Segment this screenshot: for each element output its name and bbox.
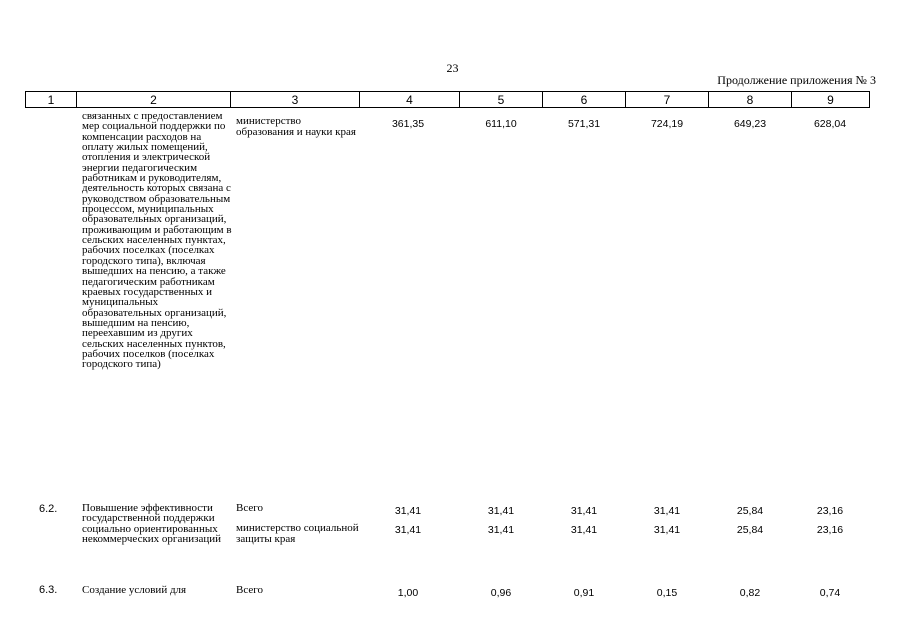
column-header-2: 2 — [76, 91, 231, 108]
executor-total: Всего — [236, 584, 263, 596]
page-number: 23 — [446, 61, 459, 75]
value-col-7: 31,41 — [653, 505, 681, 517]
value-col-6: 0,91 — [573, 587, 595, 599]
column-header-3: 3 — [230, 91, 360, 108]
value-col-9: 23,16 — [816, 524, 844, 536]
value-col-8: 649,23 — [733, 118, 767, 130]
value-col-5: 611,10 — [485, 118, 517, 130]
column-header-5: 5 — [459, 91, 543, 108]
value-col-4: 1,00 — [397, 587, 419, 599]
value-col-7: 31,41 — [653, 524, 681, 536]
measure-name: связанных с предоставлением мер социальной поддержки по компенсации расходов на оплату жилых помещений, отопления и электрической энергии педагогическим работникам и руководителям, деятельность которых связана с руководством образовательным процессом, муниципальных образовательных организаций, проживающим и работающим в сельских населенных пунктах, рабочих поселках (поселках городского типа), включая вышедших на пенсию, а также педагогическим работникам краевых государственных и муниципальных образовательных организаций, вышедшим на пенсию, переехавшим из других сельских населенных пунктов, рабочих поселков (поселках городского типа) — [82, 110, 232, 371]
column-header-6: 6 — [542, 91, 626, 108]
value-col-4: 31,41 — [394, 524, 422, 536]
value-col-4: 31,41 — [394, 505, 422, 517]
value-col-5: 0,96 — [490, 587, 512, 599]
value-col-8: 25,84 — [736, 505, 764, 517]
executor: министерство образования и науки края — [236, 115, 356, 138]
value-col-9: 23,16 — [816, 505, 844, 517]
value-col-5: 31,41 — [487, 505, 515, 517]
table-header-row — [25, 91, 870, 109]
value-col-7: 0,15 — [656, 587, 678, 599]
column-header-1: 1 — [25, 91, 77, 108]
measure-name: Создание условий для — [82, 584, 187, 596]
executor-total: Всего — [236, 502, 263, 514]
value-col-8: 0,82 — [739, 587, 761, 599]
column-header-7: 7 — [625, 91, 709, 108]
value-col-9: 0,74 — [819, 587, 841, 599]
value-col-7: 724,19 — [650, 118, 684, 130]
measure-name: Повышение эффективности государственной поддержки социально ориентированных некоммерческих организаций — [82, 502, 221, 546]
continuation-caption: Продолжение приложения № 3 — [717, 73, 876, 87]
row-number: 6.3. — [39, 584, 58, 596]
value-col-5: 31,41 — [487, 524, 515, 536]
value-col-6: 31,41 — [570, 505, 598, 517]
value-col-4: 361,35 — [391, 118, 425, 130]
value-col-6: 31,41 — [570, 524, 598, 536]
executor: министерство социальной защиты края — [236, 522, 359, 545]
column-header-4: 4 — [359, 91, 460, 108]
value-col-6: 571,31 — [567, 118, 601, 130]
value-col-9: 628,04 — [813, 118, 847, 130]
row-number: 6.2. — [39, 503, 58, 515]
column-header-8: 8 — [708, 91, 792, 108]
column-header-9: 9 — [791, 91, 870, 108]
value-col-8: 25,84 — [736, 524, 764, 536]
